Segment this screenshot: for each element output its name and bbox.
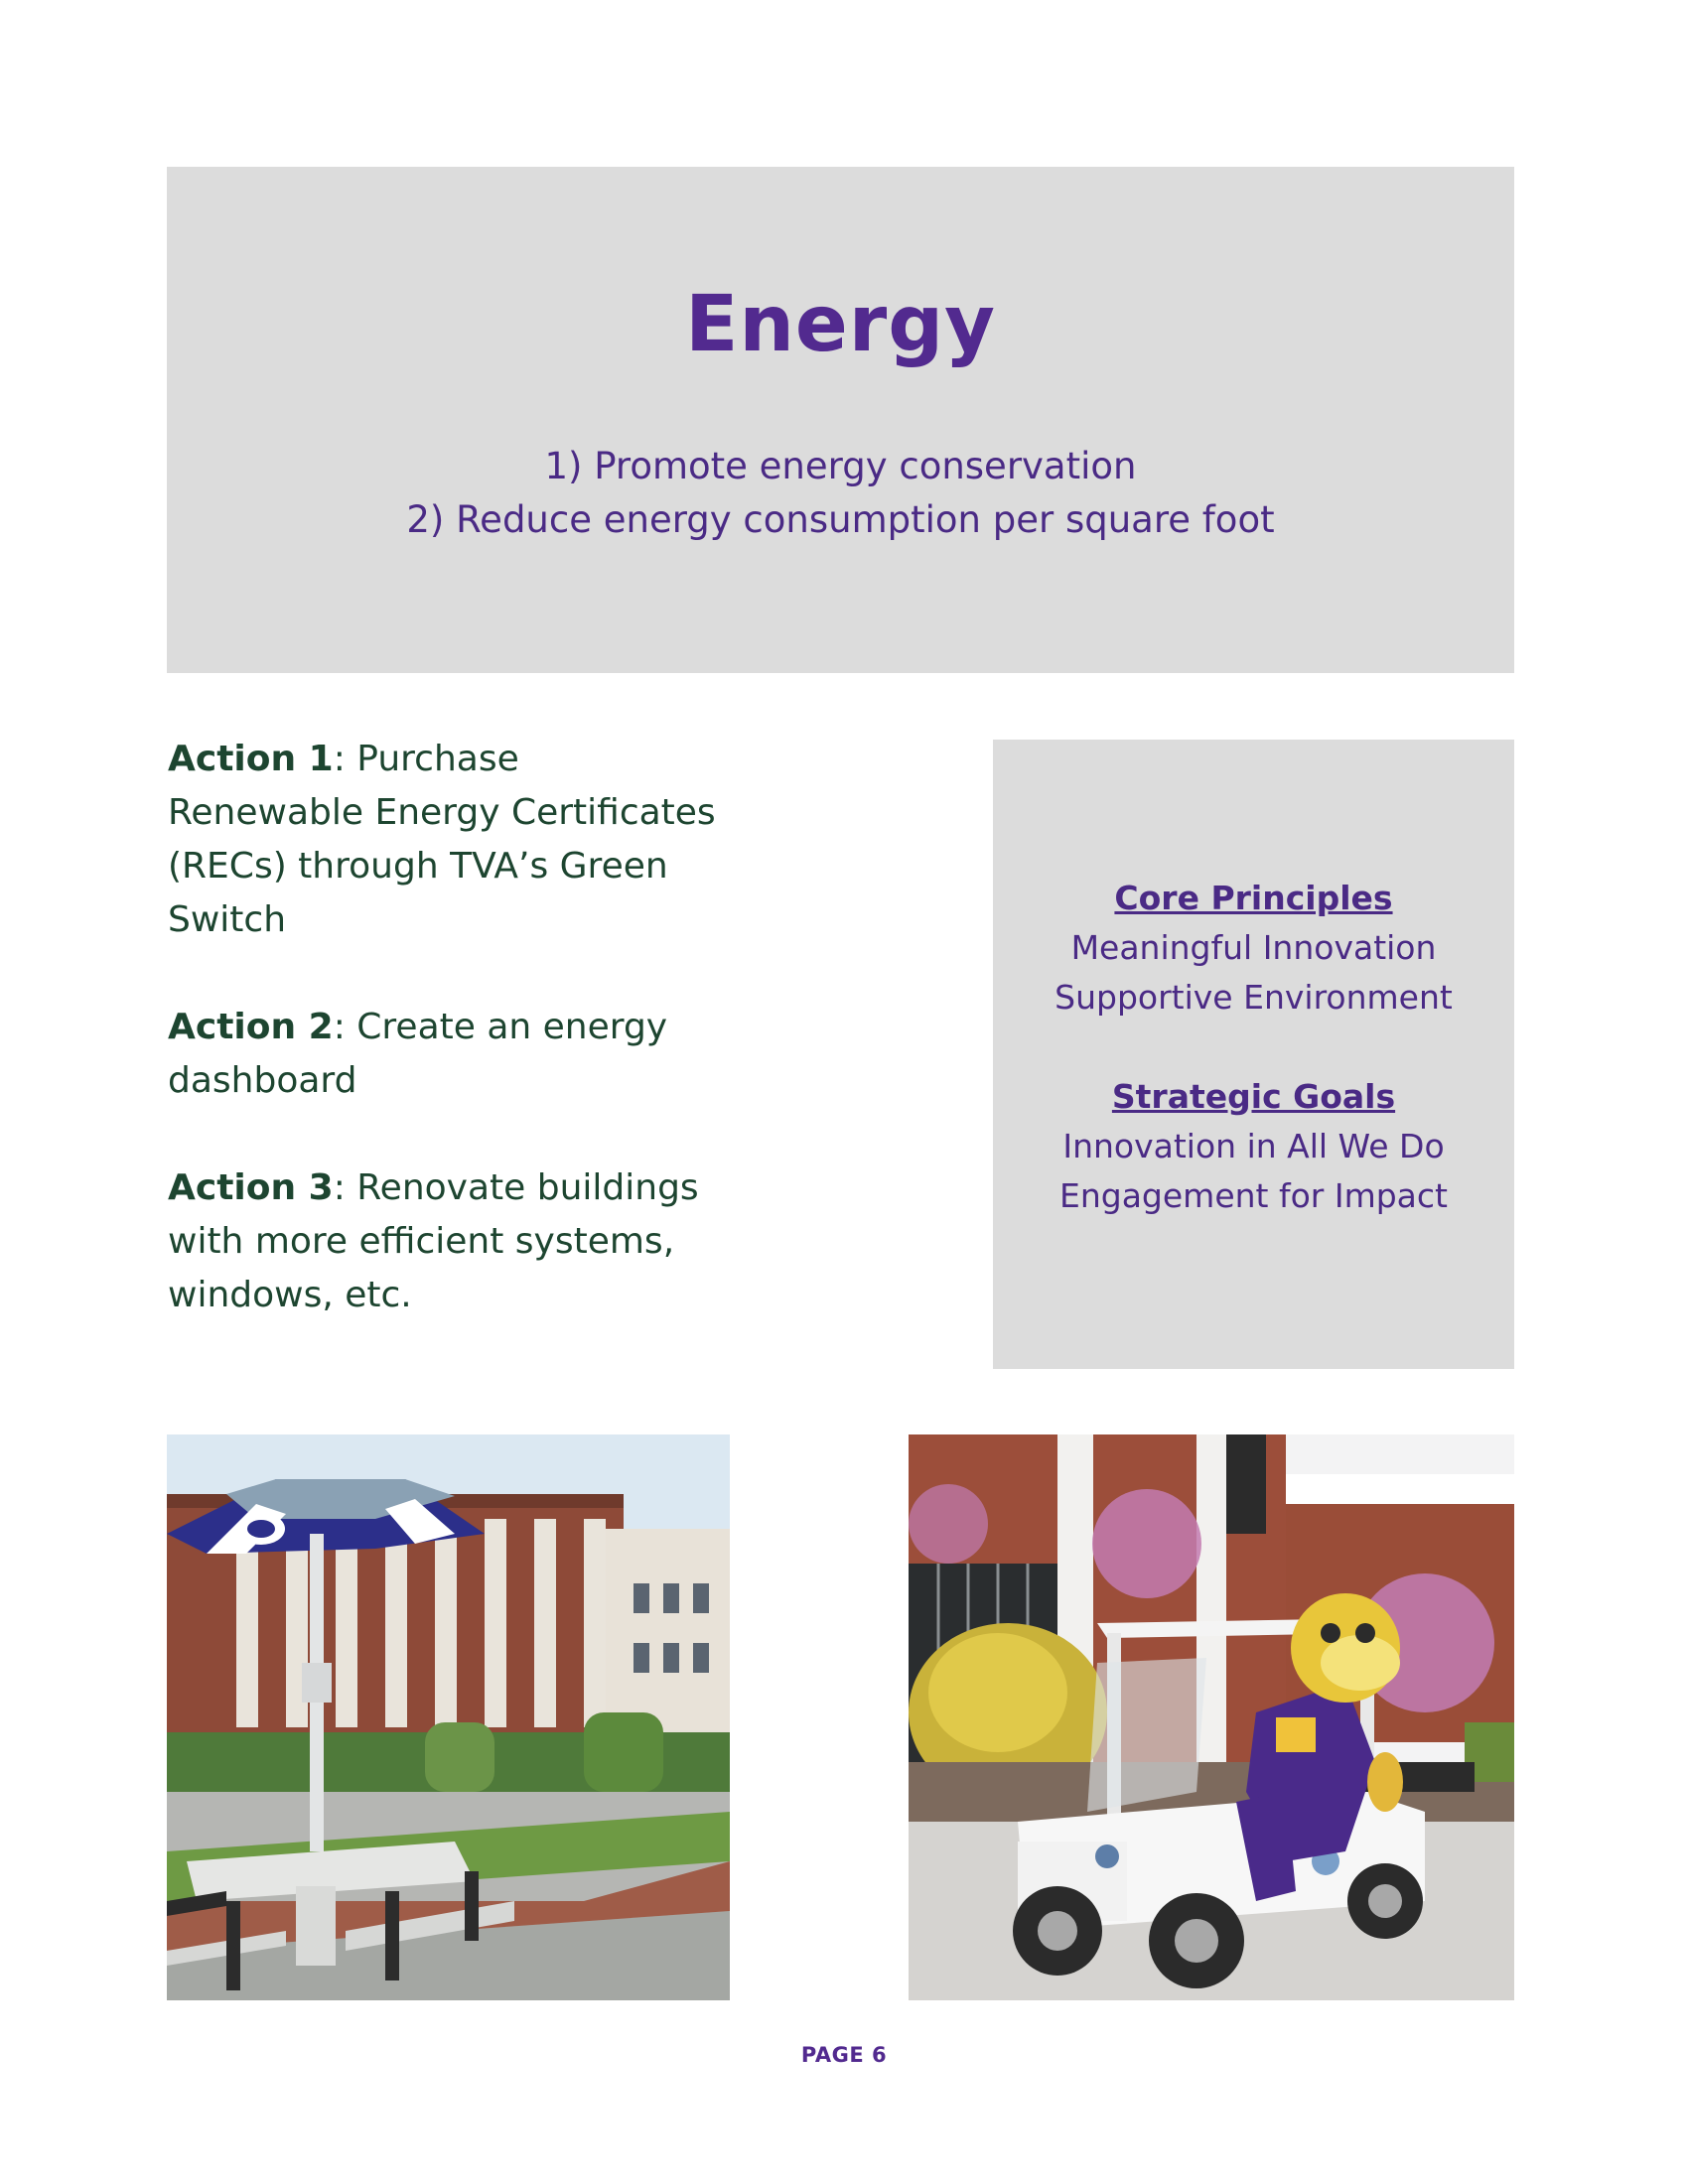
goal-item: 2) Reduce energy consumption per square foot xyxy=(406,498,1275,541)
mascot-golf-cart-image xyxy=(909,1434,1514,2000)
goal-item: 1) Promote energy conservation xyxy=(544,445,1137,487)
core-principle-item: Supportive Environment xyxy=(1055,978,1453,1017)
action-text: : Create an energy dashboard xyxy=(168,1007,668,1101)
spacer xyxy=(993,1023,1514,1072)
alignment-content xyxy=(993,874,1514,1221)
action-text: : Renovate buildings with more efficient systems, windows, etc. xyxy=(168,1167,699,1315)
action-item xyxy=(168,1161,724,1322)
strategic-goals-heading: Strategic Goals xyxy=(1111,1077,1396,1116)
action-label: Action 2 xyxy=(168,1007,334,1047)
mascot-golf-cart-photo xyxy=(909,1434,1514,2000)
solar-umbrella-image xyxy=(167,1434,730,2000)
strategic-goal-item: Innovation in All We Do xyxy=(1062,1127,1445,1165)
core-principles-heading: Core Principles xyxy=(1114,879,1393,917)
alignment-box xyxy=(993,740,1514,1369)
page-number: PAGE 6 xyxy=(800,2043,888,2067)
core-principle-item: Meaningful Innovation xyxy=(1070,928,1437,967)
action-item xyxy=(168,1001,724,1108)
action-label: Action 1 xyxy=(168,739,334,779)
action-label: Action 3 xyxy=(168,1167,334,1208)
action-item xyxy=(168,733,724,947)
strategic-goal-item: Engagement for Impact xyxy=(1059,1176,1448,1215)
page-title: Energy xyxy=(685,280,996,369)
header-box xyxy=(167,167,1514,673)
action-text: : Purchase Renewable Energy Certificates (RECs) through TVA’s Green Switch xyxy=(168,739,716,940)
goals-list xyxy=(167,440,1514,547)
solar-umbrella-photo xyxy=(167,1434,730,2000)
actions-list xyxy=(168,733,724,1376)
